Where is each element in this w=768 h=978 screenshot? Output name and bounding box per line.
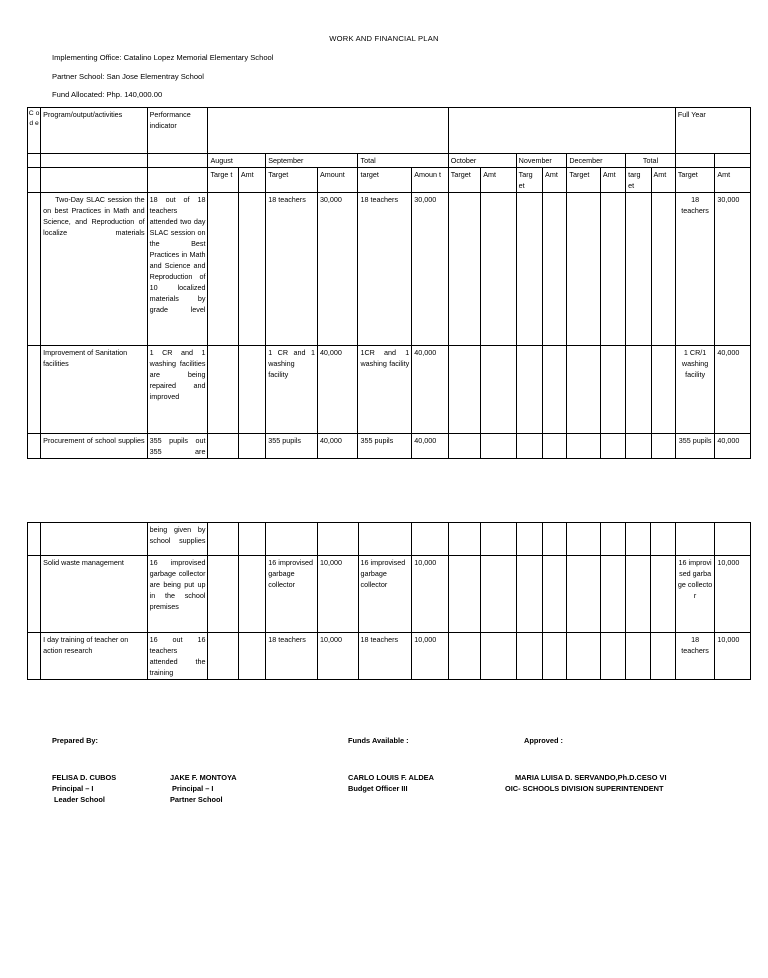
tot2-target-header: targ et [626,168,651,193]
nov-amt-header: Amt [543,168,567,193]
signatory-role: OIC- SCHOOLS DIVISION SUPERINTENDENT [505,784,664,793]
blank-cell [28,633,41,680]
aug-target-header: Targe t [208,168,238,193]
blank-cell [600,346,625,434]
indicator-cell: 18 out of 18 teachers attended two day SLAC session on the Best Practices in Math and Science and Reproduction of 10 localized materials by grade level [147,193,208,346]
blank-cell [675,523,715,556]
dec-amt-header: Amt [600,168,625,193]
blank-cell [481,193,516,346]
program-cell [41,523,147,556]
december-header: December [567,154,626,168]
table-row [28,523,751,556]
program-cell: Improvement of Sanitation facilities [41,346,147,434]
program-cell: Solid waste management [41,556,147,633]
nov-target-header: Targ et [516,168,542,193]
blank-cell [358,523,412,556]
wfp-table-continued [27,522,751,680]
blank-cell [41,154,147,168]
blank-cell [567,633,600,680]
blank-cell [626,434,651,459]
fy-target-cell: 16 improvised garbage collector [675,556,715,633]
tot-amount-header: Amoun t [412,168,449,193]
signatory-school: Leader School [54,795,105,804]
signatory-role: Budget Officer III [348,784,408,793]
sep-target-cell: 355 pupils [266,434,318,459]
blank-cell [28,434,41,459]
subheader-row [28,168,751,193]
blank-cell [238,556,265,633]
blank-cell [481,434,516,459]
indicator-cell: 1 CR and 1 washing facilities are being repaired and improved [147,346,208,434]
indicator-header: Performance indicator [147,108,208,154]
indicator-cell: 355 pupils out 355 are [147,434,208,459]
sep-target-cell: 1 CR and 1 washing facility [266,346,318,434]
blank-cell [651,434,675,459]
blank-cell [28,346,41,434]
blank-cell [567,523,600,556]
blank-cell [516,556,542,633]
tot-amount-cell: 10,000 [412,633,449,680]
blank-cell [543,193,567,346]
fy-amt-cell: 10,000 [715,633,751,680]
full-year-header: Full Year [675,108,750,154]
document-title: WORK AND FINANCIAL PLAN [329,34,439,43]
blank-cell [448,434,480,459]
sep-target-header: Target [266,168,318,193]
tot-target-cell: 1CR and 1 washing facility [358,346,412,434]
signatory-name: MARIA LUISA D. SERVANDO,Ph.D.CESO VI [515,773,667,782]
program-cell: I day training of teacher on action research [41,633,147,680]
fy-amt-cell: 40,000 [715,434,751,459]
blank-cell [567,346,600,434]
fy-target-cell: 18 teachers [675,633,715,680]
blank-cell [238,346,265,434]
blank-cell [147,154,208,168]
august-header: August [208,154,266,168]
indicator-cell: 16 out 16 teachers attended the training [147,633,208,680]
blank-cell [28,193,41,346]
second-half-blank [448,108,675,154]
indicator-cell: 16 improvised garbage collector are being put up in the school premises [147,556,208,633]
blank-cell [567,193,600,346]
tot2-amt-header: Amt [651,168,675,193]
blank-cell [238,434,265,459]
table-row [28,193,751,346]
blank-cell [600,434,625,459]
sep-amount-cell: 30,000 [317,193,358,346]
blank-cell [675,154,715,168]
signatory-name: FELISA D. CUBOS [52,773,117,782]
total-header: Total [358,154,448,168]
blank-cell [448,633,480,680]
fund-allocated: Fund Allocated: Php. 140,000.00 [52,90,163,99]
program-header: Program/output/activities [41,108,147,154]
blank-cell [238,633,265,680]
signatory-name: JAKE F. MONTOYA [170,773,237,782]
blank-cell [516,523,542,556]
program-cell: Procurement of school supplies [41,434,147,459]
signatory-felisa [52,772,116,805]
blank-cell [626,346,651,434]
blank-cell [651,633,675,680]
sep-amount-cell: 40,000 [317,434,358,459]
signatory-role: Principal – I [172,784,214,793]
blank-cell [651,346,675,434]
blank-cell [448,193,480,346]
dec-target-header: Target [567,168,600,193]
blank-cell [266,523,318,556]
blank-cell [626,523,651,556]
blank-cell [626,193,651,346]
blank-cell [626,556,651,633]
blank-cell [208,633,238,680]
fy-amt-cell: 30,000 [715,193,751,346]
month-row [28,154,751,168]
signatory-carlo [348,772,434,794]
blank-cell [543,556,567,633]
funds-available-label: Funds Available : [348,736,409,745]
blank-cell [567,434,600,459]
blank-cell [238,193,265,346]
blank-cell [41,168,147,193]
fy-target-cell: 1 CR/1 washing facility [675,346,715,434]
implementing-office: Implementing Office: Catalino Lopez Memorial Elementary School [52,53,274,62]
table-row [28,556,751,633]
blank-cell [600,193,625,346]
blank-cell [208,523,238,556]
blank-cell [543,346,567,434]
fy-amt-cell: 40,000 [715,346,751,434]
header-row [28,108,751,154]
aug-amt-header: Amt [238,168,265,193]
blank-cell [543,633,567,680]
tot-amount-cell: 30,000 [412,193,449,346]
signatory-jake [170,772,237,805]
tot-amount-cell: 40,000 [412,346,449,434]
indicator-cell: being given by school supplies [147,523,208,556]
blank-cell [715,154,751,168]
signatory-role: Principal – I [52,784,94,793]
program-cell: Two-Day SLAC session the on best Practices in Math and Science, and Reproduction of localize materials [41,193,147,346]
signatory-name: CARLO LOUIS F. ALDEA [348,773,434,782]
blank-cell [481,556,516,633]
prepared-by-label: Prepared By: [52,736,99,745]
blank-cell [481,633,516,680]
tot-target-cell: 16 improvised garbage collector [358,556,412,633]
september-header: September [266,154,358,168]
blank-cell [516,346,542,434]
blank-cell [448,556,480,633]
fy-amt-cell: 10,000 [715,556,751,633]
tot-amount-cell: 40,000 [412,434,449,459]
blank-cell [567,556,600,633]
signatory-maria [505,772,667,794]
partner-school: Partner School: San Jose Elementray School [52,72,204,81]
blank-cell [238,523,265,556]
first-half-blank [208,108,448,154]
tot-target-cell: 18 teachers [358,633,412,680]
sep-amount-cell: 10,000 [317,556,358,633]
oct-amt-header: Amt [481,168,516,193]
fy-amt-header: Amt [715,168,751,193]
blank-cell [317,523,358,556]
tot-target-cell: 18 teachers [358,193,412,346]
blank-cell [543,523,567,556]
fy-target-header: Target [675,168,715,193]
blank-cell [147,168,208,193]
blank-cell [208,193,238,346]
tot-amount-cell: 10,000 [412,556,449,633]
blank-cell [412,523,449,556]
blank-cell [481,346,516,434]
blank-cell [516,193,542,346]
blank-cell [28,168,41,193]
blank-cell [600,523,625,556]
sep-amount-cell: 10,000 [317,633,358,680]
blank-cell [626,633,651,680]
signatory-school: Partner School [170,795,223,804]
wfp-table [27,107,751,459]
blank-cell [516,434,542,459]
table-row [28,346,751,434]
blank-cell [208,434,238,459]
oct-target-header: Target [448,168,480,193]
blank-cell [600,633,625,680]
blank-cell [715,523,751,556]
total2-header: Total [626,154,676,168]
blank-cell [516,633,542,680]
blank-cell [651,523,675,556]
sep-target-cell: 18 teachers [266,633,318,680]
blank-cell [208,346,238,434]
approved-label: Approved : [524,736,564,745]
blank-cell [651,556,675,633]
blank-cell [28,556,41,633]
blank-cell [28,154,41,168]
blank-cell [543,434,567,459]
blank-cell [600,556,625,633]
blank-cell [208,556,238,633]
sep-target-cell: 18 teachers [266,193,318,346]
fy-target-cell: 18 teachers [675,193,715,346]
october-header: October [448,154,516,168]
table-row [28,633,751,680]
sep-target-cell: 16 improvised garbage collector [266,556,318,633]
tot-target-cell: 355 pupils [358,434,412,459]
blank-cell [481,523,516,556]
november-header: November [516,154,567,168]
blank-cell [448,346,480,434]
table-row [28,434,751,459]
blank-cell [28,523,41,556]
sep-amount-cell: 40,000 [317,346,358,434]
sep-amount-header: Amount [317,168,358,193]
code-header: C o d e [28,108,41,154]
fy-target-cell: 355 pupils [675,434,715,459]
blank-cell [651,193,675,346]
blank-cell [448,523,480,556]
tot-target-header: target [358,168,412,193]
